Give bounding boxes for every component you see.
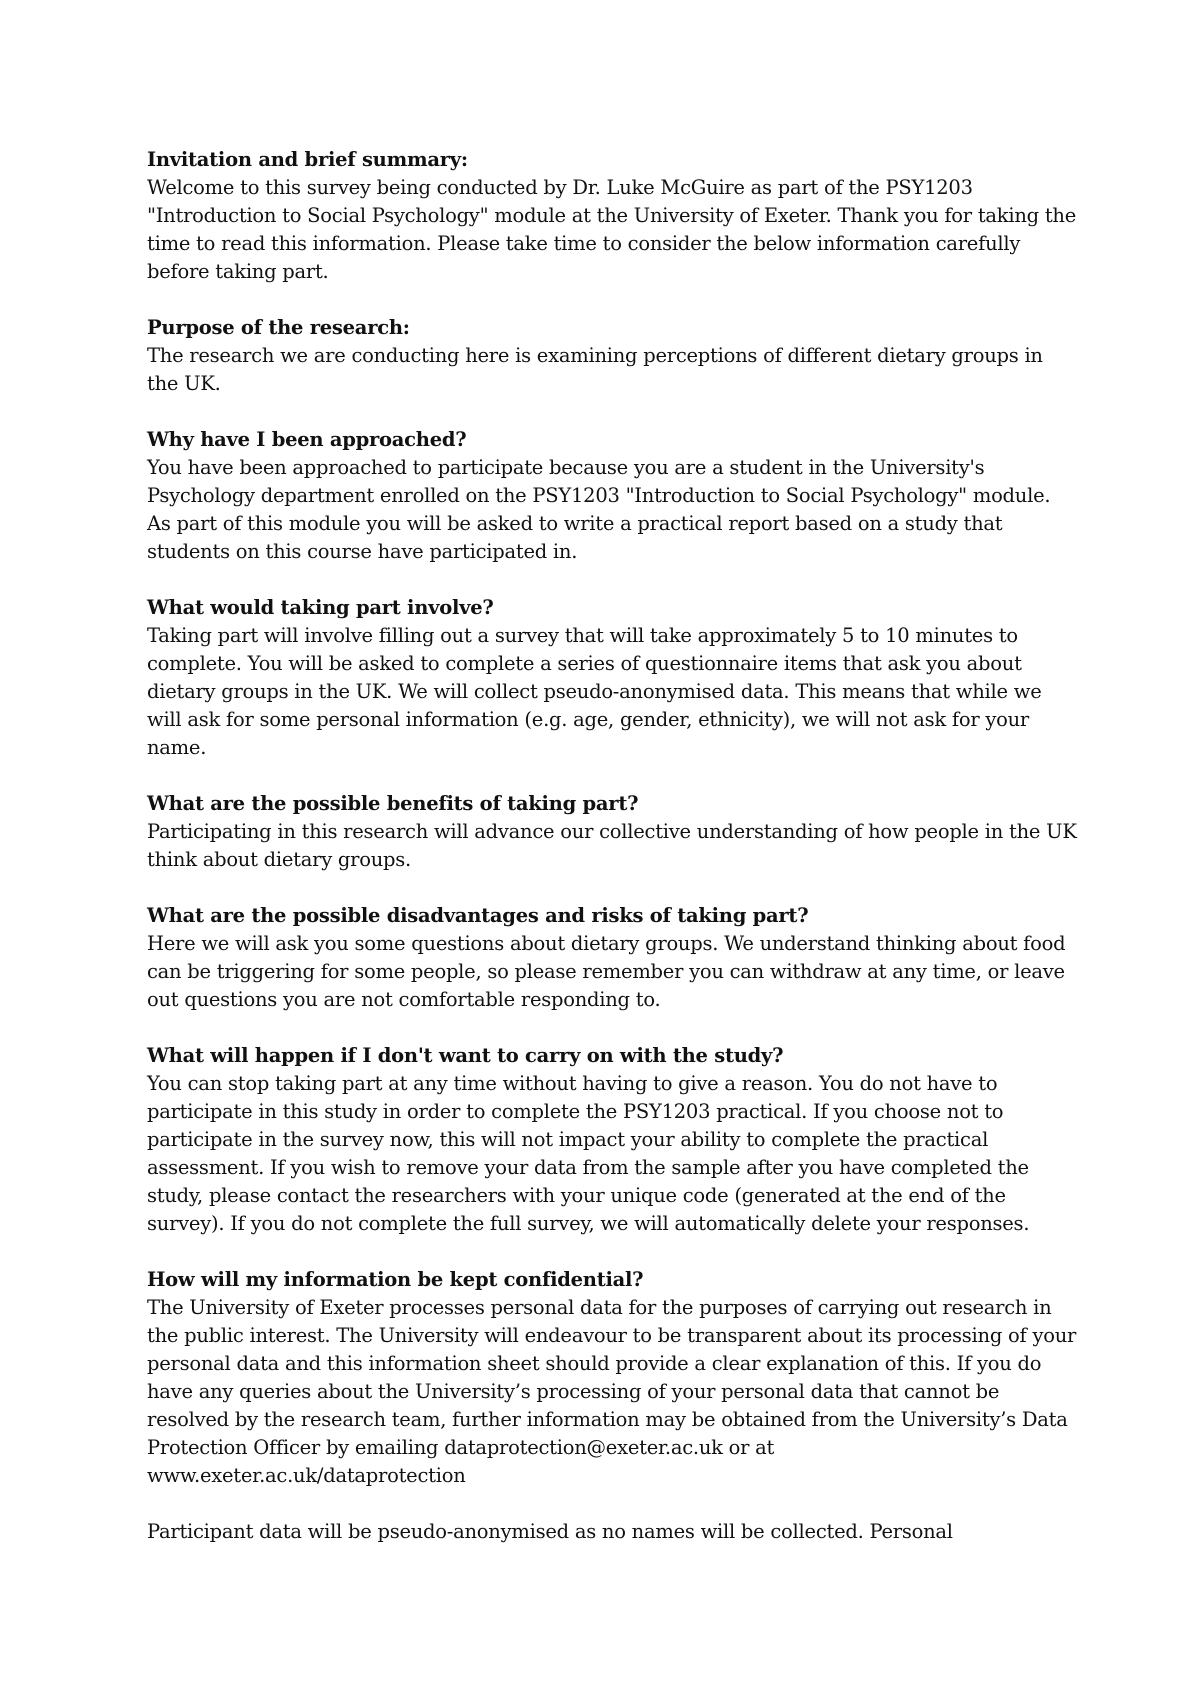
section-heading: How will my information be kept confidential? xyxy=(147,1268,644,1291)
closing-paragraph: Participant data will be pseudo-anonymised as no names will be collected. Personal xyxy=(147,1520,953,1543)
section-body: You have been approached to participate because you are a student in the University's Psychology department enrolled on the PSY1203 "Introduction to Social Psychology" module. As part of this module you will be asked to write a practical report based on a study that students on this course have participated in. xyxy=(147,456,1051,563)
section-heading: What are the possible disadvantages and risks of taking part? xyxy=(147,904,809,927)
section-body: The research we are conducting here is examining perceptions of different dietary groups in the UK. xyxy=(147,344,1043,395)
section-body: Welcome to this survey being conducted by Dr. Luke McGuire as part of the PSY1203 "Introduction to Social Psychology" module at the University of Exeter. Thank you for taking the time to read this information. Please take time to consider the below information carefully before taking part. xyxy=(147,176,1077,283)
section-body: Here we will ask you some questions about dietary groups. We understand thinking about food can be triggering for some people, so please remember you can withdraw at any time, or leave out questions you are not comfortable responding to. xyxy=(147,932,1066,1011)
section-heading: What would taking part involve? xyxy=(147,596,494,619)
information-sheet xyxy=(147,146,1077,1574)
section-why-approached xyxy=(147,426,1077,566)
section-withdraw xyxy=(147,1042,1077,1238)
section-heading: What are the possible benefits of taking part? xyxy=(147,792,639,815)
section-body: Participating in this research will advance our collective understanding of how people in the UK think about dietary groups. xyxy=(147,820,1077,871)
section-what-involved xyxy=(147,594,1077,762)
section-invitation xyxy=(147,146,1077,286)
section-closing xyxy=(147,1518,1077,1546)
section-benefits xyxy=(147,790,1077,874)
section-body: The University of Exeter processes personal data for the purposes of carrying out research in the public interest. The University will endeavour to be transparent about its processing of your personal data and this information sheet should provide a clear explanation of this. If you do have any queries about the University’s processing of your personal data that cannot be resolved by the research team, further information may be obtained from the University’s Data Protection Officer by emailing dataprotection@exeter.ac.uk or at www.exeter.ac.uk/dataprotection xyxy=(147,1296,1077,1487)
section-heading: Purpose of the research: xyxy=(147,316,410,339)
section-confidentiality xyxy=(147,1266,1077,1490)
section-purpose xyxy=(147,314,1077,398)
section-heading: Invitation and brief summary: xyxy=(147,148,468,171)
section-body: You can stop taking part at any time without having to give a reason. You do not have to participate in this study in order to complete the PSY1203 practical. If you choose not to participate in the survey now, this will not impact your ability to complete the practical assessment. If you wish to remove your data from the sample after you have completed the study, please contact the researchers with your unique code (generated at the end of the survey). If you do not complete the full survey, we will automatically delete your responses. xyxy=(147,1072,1030,1235)
section-heading: Why have I been approached? xyxy=(147,428,467,451)
section-heading: What will happen if I don't want to carry on with the study? xyxy=(147,1044,784,1067)
section-risks xyxy=(147,902,1077,1014)
section-body: Taking part will involve filling out a survey that will take approximately 5 to 10 minutes to complete. You will be asked to complete a series of questionnaire items that ask you about dietary groups in the UK. We will collect pseudo-anonymised data. This means that while we will ask for some personal information (e.g. age, gender, ethnicity), we will not ask for your name. xyxy=(147,624,1042,759)
